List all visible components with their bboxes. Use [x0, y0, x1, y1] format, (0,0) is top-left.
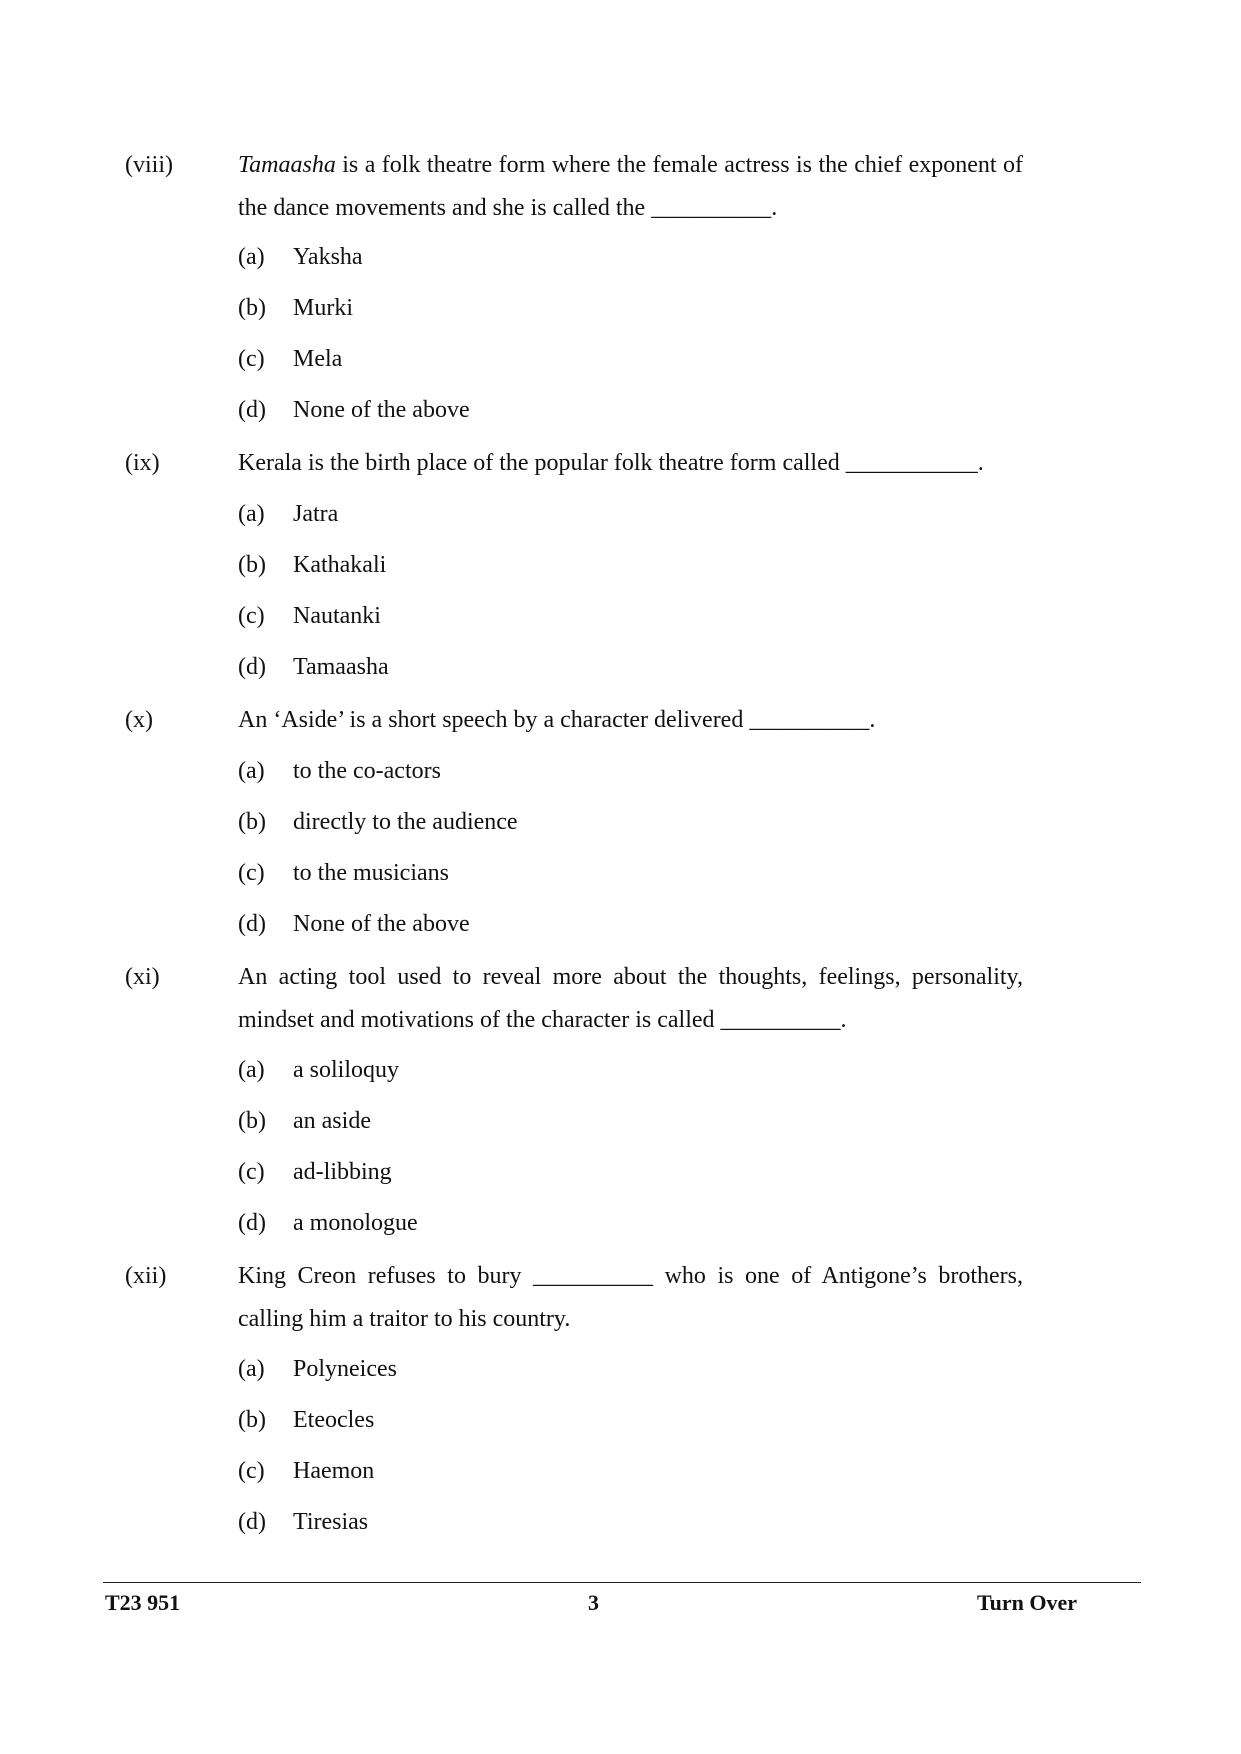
option-b: (b) Murki: [238, 295, 353, 321]
question-text: Kerala is the birth place of the popular folk theatre form called ___________.: [238, 450, 984, 476]
turn-over-label: Turn Over: [977, 1590, 1078, 1615]
option-a: (a) to the co-actors: [238, 758, 441, 784]
footer-divider: [103, 1582, 1141, 1583]
question-number: (xii): [125, 1263, 167, 1289]
question-text-italic: Tamaasha: [238, 152, 336, 178]
option-a: (a) a soliloquy: [238, 1057, 399, 1083]
question-text-rest: is a folk theatre form where the female actress is the chief exponent of the dance movements and she is called the __________.: [238, 152, 1023, 221]
option-a: (a) Polyneices: [238, 1356, 397, 1382]
option-b: (b) Kathakali: [238, 552, 387, 578]
option-b: (b) Eteocles: [238, 1407, 375, 1433]
option-c: (c) ad-libbing: [238, 1159, 392, 1185]
question-text: An ‘Aside’ is a short speech by a character delivered __________.: [238, 707, 876, 733]
option-b: (b) an aside: [238, 1108, 371, 1134]
option-c: (c) to the musicians: [238, 860, 449, 886]
page-number: 3: [588, 1590, 599, 1615]
option-d: (d) None of the above: [238, 911, 470, 937]
option-c: (c) Haemon: [238, 1458, 375, 1484]
question-text: King Creon refuses to bury __________ who is one of Antigone’s brothers, calling him a traitor to his country.: [238, 1263, 1023, 1332]
question-number: (x): [125, 707, 153, 733]
question-text: An acting tool used to reveal more about the thoughts, feelings, personality, mindset and motivations of the character is called __________.: [238, 964, 1023, 1033]
option-a: (a) Jatra: [238, 501, 339, 527]
question-text: [238, 144, 1023, 230]
question-number: (xi): [125, 964, 160, 990]
option-d: (d) a monologue: [238, 1210, 418, 1236]
option-c: (c) Nautanki: [238, 603, 381, 629]
option-d: (d) Tamaasha: [238, 654, 389, 680]
option-a: (a) Yaksha: [238, 244, 363, 270]
question-number: (ix): [125, 450, 160, 476]
option-b: (b) directly to the audience: [238, 809, 518, 835]
option-d: (d) None of the above: [238, 397, 470, 423]
option-c: (c) Mela: [238, 346, 343, 372]
option-d: (d) Tiresias: [238, 1509, 369, 1535]
question-number: (viii): [125, 152, 173, 178]
paper-code: T23 951: [105, 1590, 181, 1615]
